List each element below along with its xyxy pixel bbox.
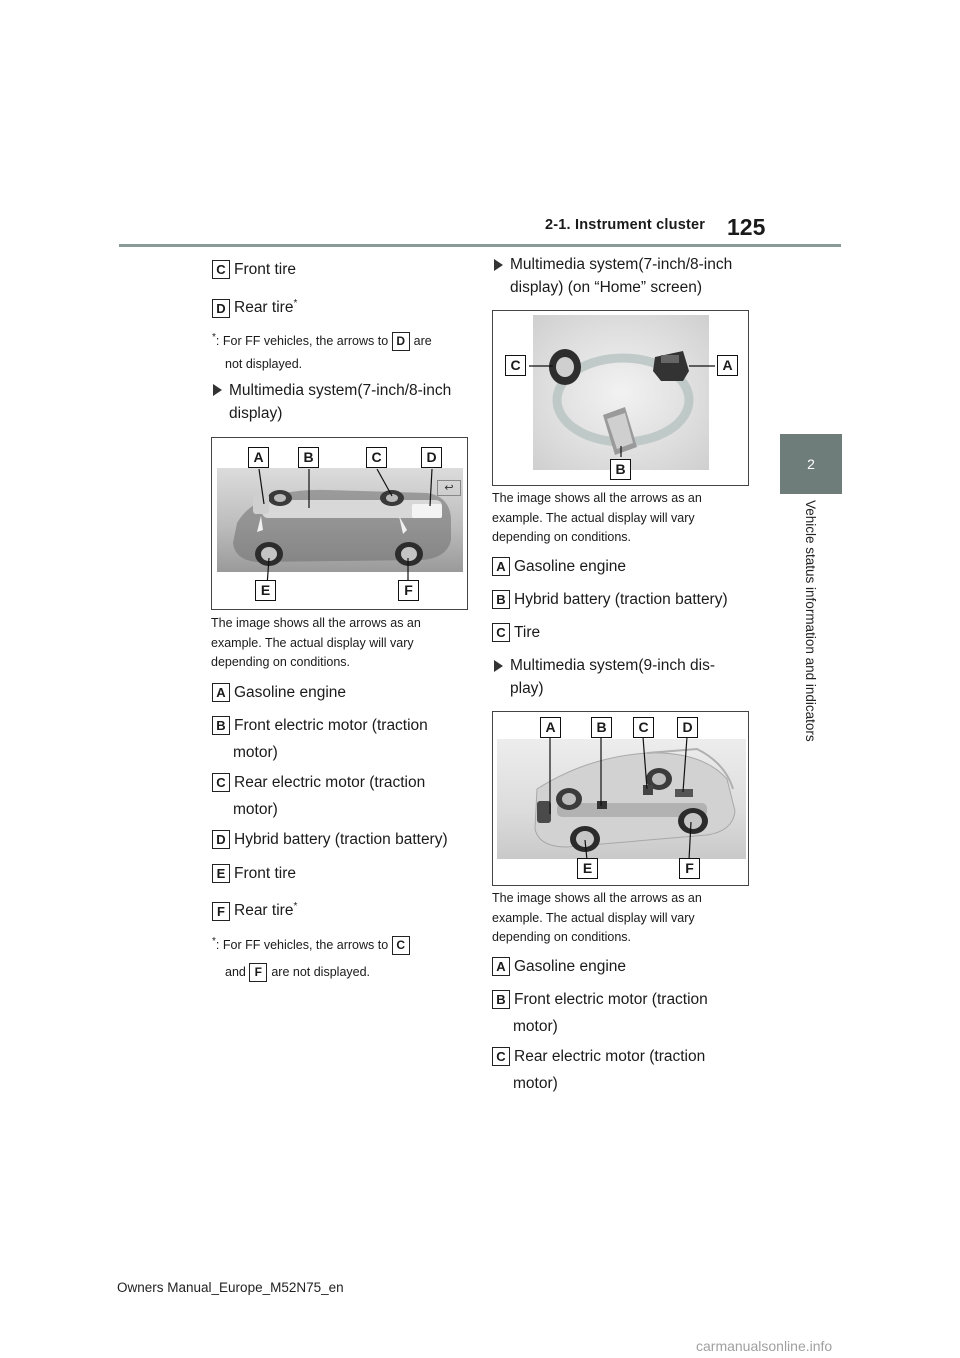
- badge-label: D: [212, 299, 230, 318]
- note-text: are not displayed.: [271, 965, 371, 979]
- list-item: [492, 623, 540, 643]
- list-item: [212, 260, 296, 280]
- list-item: [212, 716, 428, 736]
- item-text-cont: motor): [513, 1075, 558, 1092]
- footnote-cont: not displayed.: [225, 357, 303, 371]
- callout-label: A: [248, 447, 269, 468]
- callout-label: B: [610, 459, 631, 480]
- badge-label: B: [492, 590, 510, 609]
- watermark[interactable]: carmanualsonline.info: [696, 1338, 833, 1354]
- subheading: Multimedia system(9-inch dis- play): [510, 657, 715, 697]
- subheading: Multimedia system(7-inch/8-inch display): [229, 382, 452, 422]
- leader-lines: [493, 712, 750, 887]
- item-text: Rear tire: [234, 299, 294, 317]
- note-text: are: [413, 334, 432, 349]
- badge-label: B: [492, 990, 510, 1009]
- bullet-arrow-icon: [213, 384, 222, 396]
- footnote-mark: *: [293, 298, 298, 309]
- item-text: Hybrid battery (traction battery): [514, 591, 728, 608]
- callout-label: B: [591, 717, 612, 738]
- badge-label: A: [492, 957, 510, 976]
- note-text: : For FF vehicles, the arrows to: [215, 938, 389, 953]
- list-item: [212, 683, 346, 703]
- figure-caption: The image shows all the arrows as an example. The actual display will vary depending on conditions.: [492, 891, 702, 944]
- list-item: [492, 1047, 705, 1067]
- badge-label: A: [492, 557, 510, 576]
- item-text-cont: motor): [233, 744, 278, 761]
- badge-label: A: [212, 683, 230, 702]
- item-text: Rear tire: [234, 902, 294, 920]
- leader-lines: [212, 438, 469, 611]
- item-text: Gasoline engine: [514, 558, 627, 575]
- item-text: Front tire: [234, 865, 297, 882]
- return-icon[interactable]: ↩: [437, 480, 461, 496]
- note-text: : For FF vehicles, the arrows to: [215, 334, 389, 349]
- callout-label: C: [633, 717, 654, 738]
- item-text: Rear electric motor (traction: [514, 1048, 706, 1065]
- callout-label: E: [577, 858, 598, 879]
- callout-label: B: [298, 447, 319, 468]
- callout-label: A: [540, 717, 561, 738]
- item-text: Gasoline engine: [514, 958, 627, 975]
- callout-label: A: [717, 355, 738, 376]
- figure-caption: The image shows all the arrows as an example. The actual display will vary depending on conditions.: [492, 491, 702, 544]
- page-number: 125: [727, 214, 766, 240]
- item-text: Rear electric motor (traction: [234, 774, 426, 791]
- item-text: Hybrid battery (traction battery): [234, 831, 448, 848]
- item-text: Front tire: [234, 261, 297, 278]
- list-item: [212, 897, 297, 921]
- list-item: [492, 590, 728, 610]
- badge-label: D: [212, 830, 230, 849]
- item-text-cont: motor): [513, 1018, 558, 1035]
- item-text-cont: motor): [233, 801, 278, 818]
- subheading: Multimedia system(7-inch/8-inch display) (on “Home” screen): [510, 256, 733, 296]
- figure-caption: The image shows all the arrows as an example. The actual display will vary depending on conditions.: [211, 616, 421, 669]
- badge-label: C: [212, 773, 230, 792]
- callout-label: E: [255, 580, 276, 601]
- footnote: [212, 933, 414, 955]
- figure-hybrid-system-display: [211, 437, 468, 610]
- list-item: [492, 990, 708, 1010]
- list-item: [212, 830, 448, 850]
- item-text: Gasoline engine: [234, 684, 347, 701]
- bullet-arrow-icon: [494, 660, 503, 672]
- badge-label: D: [392, 332, 410, 351]
- footnote-mark: *: [293, 901, 298, 912]
- badge-label: F: [249, 963, 267, 982]
- list-item: [212, 294, 297, 318]
- bullet-arrow-icon: [494, 259, 503, 271]
- badge-label: E: [212, 864, 230, 883]
- footnote-mark: *: [212, 936, 216, 947]
- chapter-tab[interactable]: 2: [780, 434, 842, 494]
- callout-label: F: [398, 580, 419, 601]
- callout-label: C: [366, 447, 387, 468]
- item-text: Tire: [514, 624, 541, 641]
- item-text: Front electric motor (traction: [234, 717, 428, 734]
- chapter-label: Vehicle status information and indicators: [803, 500, 818, 742]
- figure-home-screen: [492, 310, 749, 486]
- footnote-cont: [225, 963, 370, 982]
- list-item: [492, 557, 626, 577]
- badge-label: C: [492, 1047, 510, 1066]
- list-item: [212, 864, 296, 884]
- callout-label: D: [677, 717, 698, 738]
- callout-label: D: [421, 447, 442, 468]
- callout-label: C: [505, 355, 526, 376]
- badge-label: C: [392, 936, 410, 955]
- note-text: and: [225, 965, 246, 979]
- section-title: 2-1. Instrument cluster: [545, 217, 706, 233]
- badge-label: C: [212, 260, 230, 279]
- badge-label: B: [212, 716, 230, 735]
- item-text: Front electric motor (traction: [514, 991, 708, 1008]
- list-item: [212, 773, 425, 793]
- manual-id: Owners Manual_Europe_M52N75_en: [117, 1280, 344, 1295]
- list-item: [492, 957, 626, 977]
- badge-label: F: [212, 902, 230, 921]
- header-rule: [119, 244, 841, 247]
- badge-label: C: [492, 623, 510, 642]
- footnote: [212, 329, 432, 351]
- callout-label: F: [679, 858, 700, 879]
- figure-9inch-display: [492, 711, 749, 886]
- footnote-mark: *: [212, 332, 216, 343]
